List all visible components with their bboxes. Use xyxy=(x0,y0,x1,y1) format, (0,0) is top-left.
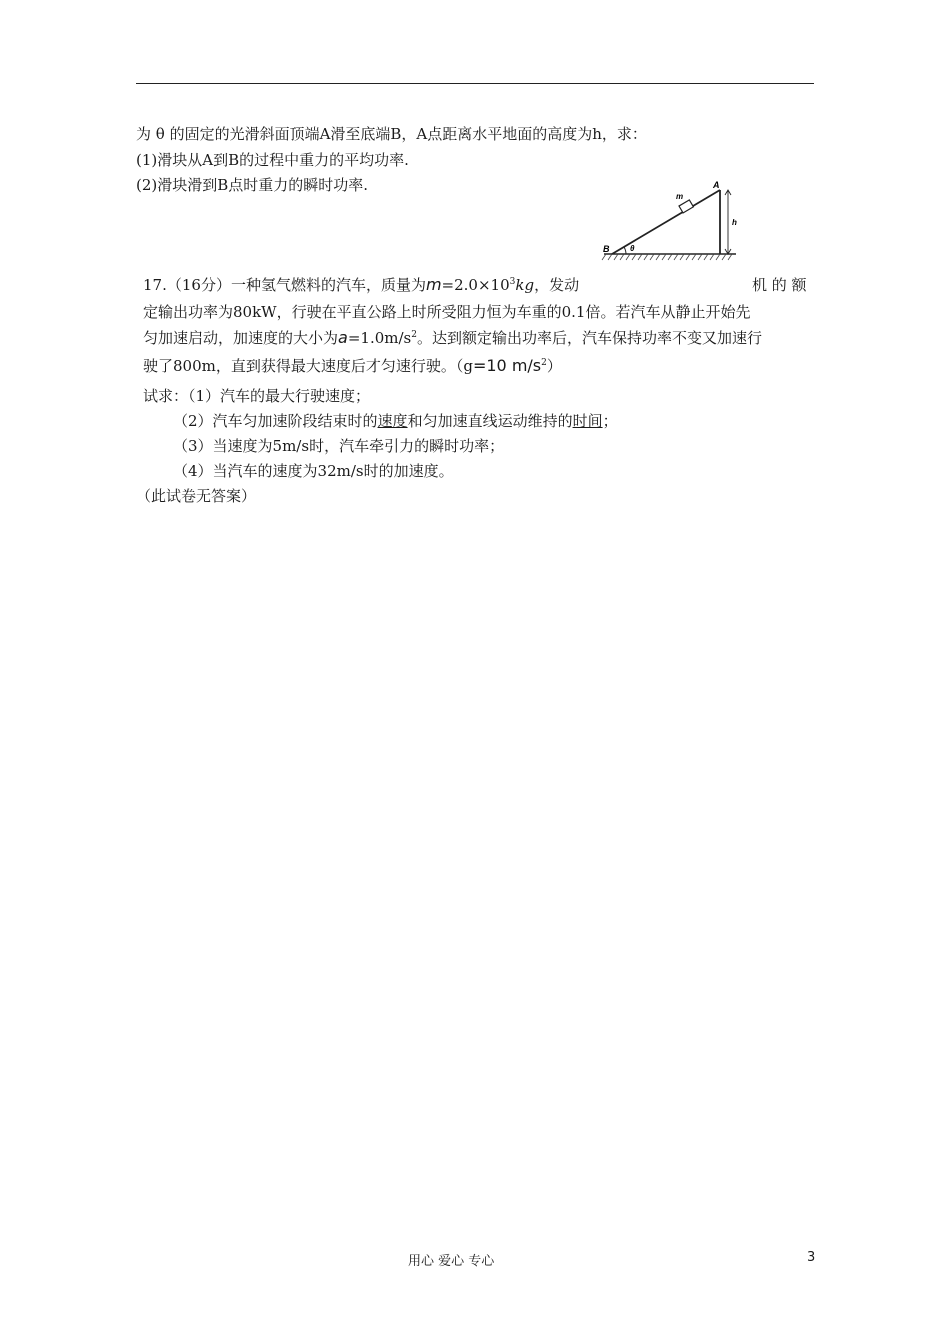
problem17-line3: 匀加速启动，加速度的大小为$a=1.0m/s^2$。达到额定输出功率后，汽车保持功率不变又加速行 xyxy=(143,328,762,347)
problem17-q4: （4）当汽车的速度为32m/s时的加速度。 xyxy=(173,462,454,480)
problem17-line4: 驶了800m，直到获得最大速度后才匀速行驶。（g=10 $m/s^2$） xyxy=(143,356,562,375)
problem17-q2: （2）汽车匀加速阶段结束时的速度和匀加速直线运动维持的时间； xyxy=(173,412,618,430)
problem17-q3: （3）当速度为5m/s时，汽车牵引力的瞬时功率； xyxy=(173,437,505,455)
problem17-ask: 试求：（1）汽车的最大行驶速度； xyxy=(143,387,371,405)
no-answer-note: （此试卷无答案） xyxy=(136,487,257,505)
block-m xyxy=(679,200,693,213)
problem17-line2: 定输出功率为80kW，行驶在平直公路上时所受阻力恒为车重的0.1倍。若汽车从静止开始先 xyxy=(143,303,751,321)
problem16-q2: (2)滑块滑到B点时重力的瞬时功率. xyxy=(136,176,369,194)
incline-diagram xyxy=(596,180,741,266)
ground-hatch xyxy=(602,254,732,260)
problem17-line1: 17.（16分）一种氢气燃料的汽车，质量为$m=2.0\times 10^3kg$，发动 xyxy=(143,275,580,294)
footer-motto: 用心 爱心 专心 xyxy=(408,1254,495,1269)
label-theta: θ xyxy=(630,244,635,253)
angle-arc xyxy=(624,247,626,254)
slope-line xyxy=(612,190,720,254)
label-A: A xyxy=(713,180,720,190)
problem16-line1: 为 θ 的固定的光滑斜面顶端A滑至底端B，A点距离水平地面的高度为h，求： xyxy=(136,125,647,143)
label-h: h xyxy=(732,218,737,227)
page-number: 3 xyxy=(807,1250,816,1265)
label-B: B xyxy=(603,244,610,254)
header-rule xyxy=(136,83,814,84)
problem16-q1: (1)滑块从A到B的过程中重力的平均功率. xyxy=(136,151,409,169)
label-m: m xyxy=(676,192,684,201)
problem17-line1-tail: 机 的 额 xyxy=(752,276,807,294)
